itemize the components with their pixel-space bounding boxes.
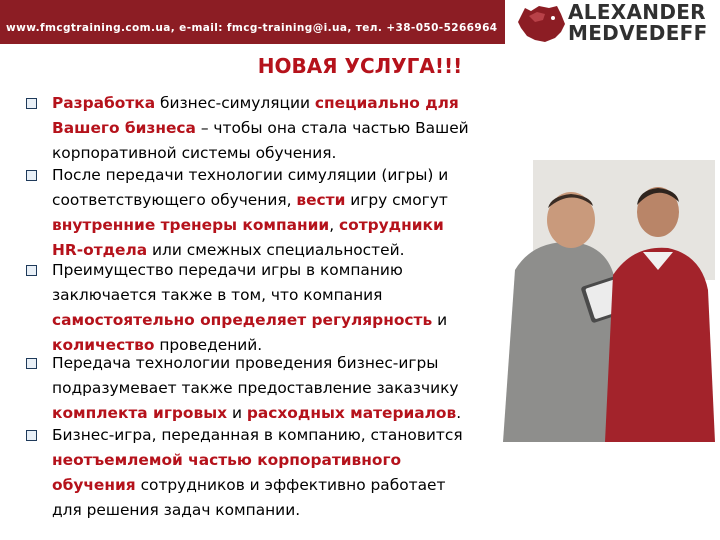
bullet-line [52,376,552,401]
contacts-line: www.fmcgtraining.com.ua, e-mail: fmcg-training@i.ua, тел. +38-050-5266964 [6,22,498,34]
highlighted-text: HR-отдела [52,241,148,259]
bullet-square-icon [26,98,37,109]
bullet-line [52,448,552,473]
bullet-text [52,351,552,426]
body-text: Преимущество передачи игры в компанию [52,261,403,279]
highlighted-text: Вашего бизнеса [52,119,196,137]
highlighted-text: самостоятельно определяет регулярность [52,311,433,329]
bullet-line [52,283,552,308]
bullet-line [52,308,552,333]
highlighted-text: Разработка [52,94,156,112]
bullet-line [52,498,552,523]
bear-head-icon [515,2,567,46]
bullet-square-icon [26,265,37,276]
bullet-line [52,116,552,141]
bullet-line [52,473,552,498]
trainers-photo [493,160,715,442]
body-text: и [432,311,448,329]
header-bar [0,0,505,44]
bullet-line [52,258,552,283]
brand-logo [568,2,708,44]
highlighted-text: сотрудники [339,216,444,234]
body-text: Бизнес-игра, переданная в компанию, становится [52,426,463,444]
bullet-line [52,91,552,116]
body-text: или смежных специальностей. [147,241,405,259]
bullet-text [52,258,552,358]
bullet-square-icon [26,430,37,441]
body-text: игру смогут [345,191,448,209]
bullet-line [52,423,552,448]
highlighted-text: расходных материалов [246,404,457,422]
bullet-line [52,213,552,238]
logo-line-2: MEDVEDEFF [568,21,708,45]
bullet-line [52,163,552,188]
body-text: бизнес-симуляции [155,94,315,112]
logo-line-1: ALEXANDER [568,0,706,24]
bullet-text [52,91,552,166]
body-text: . [456,404,462,422]
body-text: подразумевает также предоставление заказчику [52,379,459,397]
page-title: НОВАЯ УСЛУГА!!! [257,54,463,78]
body-text: Передача технологии проведения бизнес-игры [52,354,439,372]
highlighted-text: вести [296,191,346,209]
bullet-line [52,351,552,376]
highlighted-text: комплекта игровых [52,404,228,422]
highlighted-text: обучения [52,476,136,494]
highlighted-text: неотъемлемой частью корпоративного [52,451,402,469]
body-text: для решения задач компании. [52,501,301,519]
highlighted-text: количество [52,336,155,354]
bullet-square-icon [26,358,37,369]
bullet-text [52,163,552,263]
body-text: сотрудников и эффективно работает [135,476,446,494]
bullet-text [52,423,552,523]
bullet-square-icon [26,170,37,181]
body-text: После передачи технологии симуляции (игры) и [52,166,449,184]
body-text: – чтобы она стала частью Вашей [195,119,469,137]
body-text: заключается также в том, что компания [52,286,383,304]
body-text: проведений. [154,336,263,354]
highlighted-text: внутренние тренеры компании [52,216,330,234]
bullet-line [52,188,552,213]
body-text: соответствующего обучения, [52,191,297,209]
body-text: и [227,404,247,422]
body-text: , [329,216,339,234]
highlighted-text: специально для [314,94,459,112]
body-text: корпоративной системы обучения. [52,144,337,162]
